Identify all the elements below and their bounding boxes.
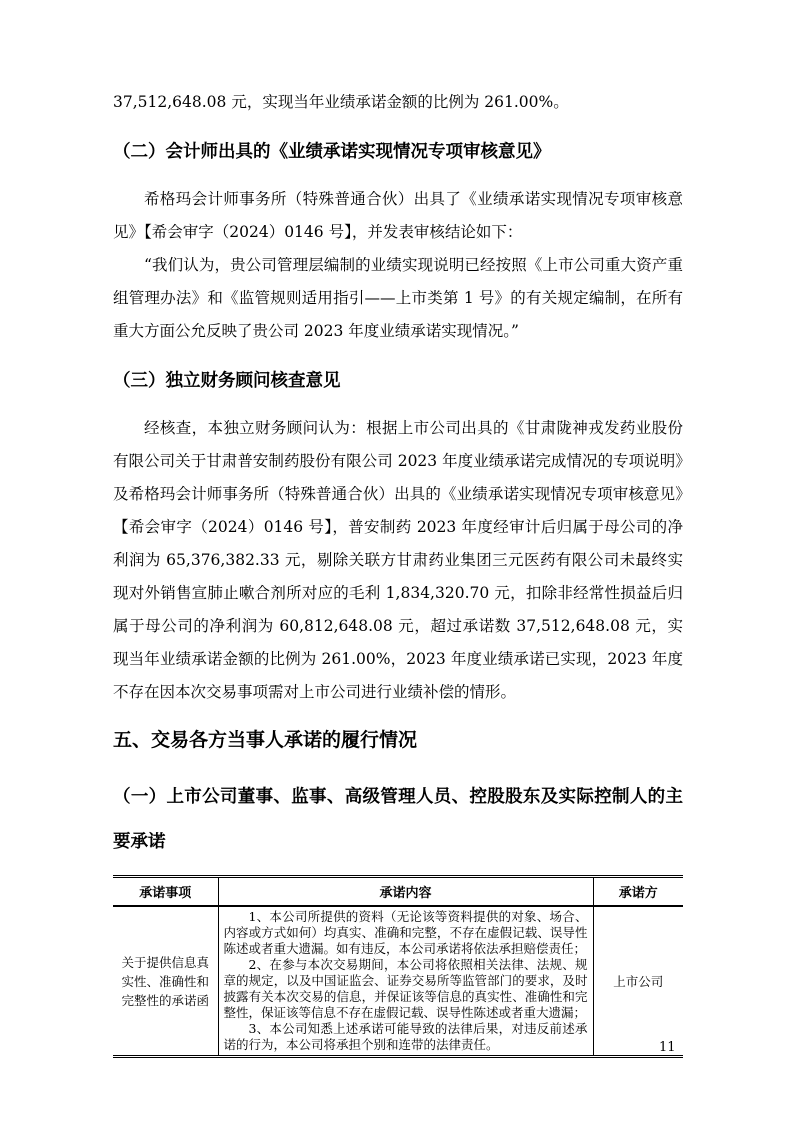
- section-2-heading: （二）会计师出具的《业绩承诺实现情况专项审核意见》: [113, 142, 551, 162]
- section-3-heading: （三）独立财务顾问核查意见: [113, 371, 341, 391]
- column-header-commitment-item: 承诺事项: [113, 877, 218, 907]
- paragraph-continuation: 37,512,648.08 元，实现当年业绩承诺金额的比例为 261.00%。: [113, 93, 569, 111]
- commitment-clause-1: 1、本公司所提供的资料（无论该等资料提供的对象、场合、内容或方式如何）均真实、准确和完整，不存在虚假记载、误导性陈述或者重大遗漏。如有违反，本公司承诺将依法承担赔偿责任；: [223, 909, 588, 956]
- column-header-commitment-content: 承诺内容: [218, 877, 593, 907]
- page-number: 11: [659, 1040, 676, 1055]
- section-3-paragraph-1: 经核查，本独立财务顾问认为：根据上市公司出具的《甘肃陇神戎发药业股份有限公司关于甘肃普安制药股份有限公司 2023 年度业绩承诺完成情况的专项说明》及希格玛会计师事务所（特殊普通合伙）出具的《业绩承诺实现情况专项审核意见》【希会审字（2024）0146 号】，普安制药 2023 年度经审计后归属于母公司的净利润为 65,376,382.33 元，剔除关联方甘肃药业集团三元医药有限公司未最终实现对外销售宣肺止嗽合剂所对应的毛利 1,834,320.70 元，扣除非经常性损益后归属于母公司的净利润为 60,812,648.08 元，超过承诺数 37,512,648.08 元，实现当年业绩承诺金额的比例为 261.00%，2023 年度业绩承诺已实现，2023 年度不存在因本次交易事项需对上市公司进行业绩补偿的情形。: [113, 419, 683, 701]
- section-2-quote-paragraph: “我们认为，贵公司管理层编制的业绩实现说明已经按照《上市公司重大资产重组管理办法》和《监管规则适用指引——上市类第 1 号》的有关规定编制，在所有重大方面公允反映了贵公司 2023 年度业绩承诺实现情况。”: [113, 256, 683, 340]
- cell-commitment-content: [218, 906, 593, 1057]
- table-header-row: [113, 877, 683, 907]
- cell-commitment-party: 上市公司: [593, 906, 683, 1057]
- section-2-paragraph-1: 希格玛会计师事务所（特殊普通合伙）出具了《业绩承诺实现情况专项审核意见》【希会审字（2024）0146 号】，并发表审核结论如下：: [113, 190, 683, 241]
- column-header-commitment-party: 承诺方: [593, 877, 683, 907]
- section-5-sub-1-heading: （一）上市公司董事、监事、高级管理人员、控股股东及实际控制人的主要承诺: [113, 787, 683, 852]
- table-row: [113, 906, 683, 1057]
- commitment-clause-2: 2、在参与本次交易期间，本公司将依照相关法律、法规、规章的规定，以及中国证监会、证券交易所等监管部门的要求，及时披露有关本次交易的信息，并保证该等信息的真实性、准确性和完整性，保证该等信息不存在虚假记载、误导性陈述或者重大遗漏；: [223, 957, 588, 1020]
- commitments-table: [113, 875, 683, 1058]
- cell-commitment-item: 关于提供信息真实性、准确性和完整性的承诺函: [121, 954, 209, 1008]
- commitment-clause-3: 3、本公司知悉上述承诺可能导致的法律后果，对违反前述承诺的行为，本公司将承担个别和连带的法律责任。: [223, 1021, 588, 1052]
- section-5-heading: 五、交易各方当事人承诺的履行情况: [113, 729, 418, 751]
